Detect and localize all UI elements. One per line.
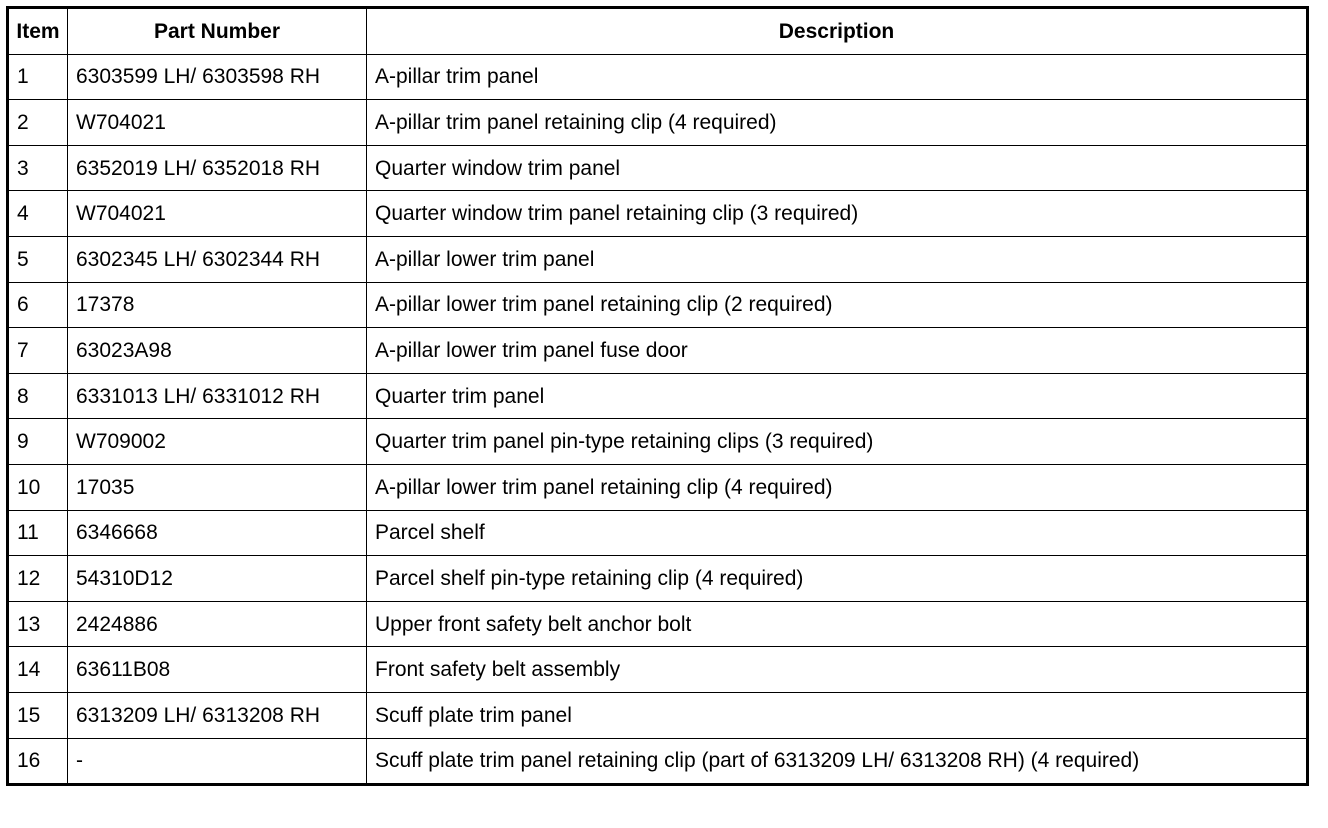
- table-row: [8, 419, 1308, 465]
- part-number-cell: 2424886: [68, 601, 367, 647]
- description-cell: Quarter window trim panel: [367, 145, 1308, 191]
- item-cell: 3: [8, 145, 68, 191]
- description-cell: A-pillar lower trim panel: [367, 236, 1308, 282]
- table-row: [8, 464, 1308, 510]
- part-number-cell: 63611B08: [68, 647, 367, 693]
- part-number-cell: 6352019 LH/ 6352018 RH: [68, 145, 367, 191]
- description-cell: A-pillar trim panel retaining clip (4 required): [367, 100, 1308, 146]
- header-description: Description: [367, 8, 1308, 55]
- table-row: [8, 510, 1308, 556]
- table-row: [8, 692, 1308, 738]
- table-row: [8, 373, 1308, 419]
- part-number-cell: 6346668: [68, 510, 367, 556]
- description-cell: A-pillar lower trim panel fuse door: [367, 328, 1308, 374]
- part-number-cell: 6331013 LH/ 6331012 RH: [68, 373, 367, 419]
- item-cell: 2: [8, 100, 68, 146]
- table-row: [8, 601, 1308, 647]
- item-cell: 7: [8, 328, 68, 374]
- description-cell: A-pillar lower trim panel retaining clip (4 required): [367, 464, 1308, 510]
- part-number-cell: W704021: [68, 191, 367, 237]
- description-cell: A-pillar lower trim panel retaining clip (2 required): [367, 282, 1308, 328]
- description-cell: A-pillar trim panel: [367, 54, 1308, 100]
- table-row: [8, 145, 1308, 191]
- item-cell: 10: [8, 464, 68, 510]
- header-item: Item: [8, 8, 68, 55]
- description-cell: Quarter trim panel: [367, 373, 1308, 419]
- description-cell: Scuff plate trim panel retaining clip (part of 6313209 LH/ 6313208 RH) (4 required): [367, 738, 1308, 785]
- description-cell: Quarter window trim panel retaining clip (3 required): [367, 191, 1308, 237]
- table-body: [8, 54, 1308, 785]
- table-row: [8, 236, 1308, 282]
- item-cell: 13: [8, 601, 68, 647]
- item-cell: 1: [8, 54, 68, 100]
- item-cell: 4: [8, 191, 68, 237]
- description-cell: Front safety belt assembly: [367, 647, 1308, 693]
- part-number-cell: 6302345 LH/ 6302344 RH: [68, 236, 367, 282]
- part-number-cell: 17035: [68, 464, 367, 510]
- item-cell: 5: [8, 236, 68, 282]
- part-number-cell: 63023A98: [68, 328, 367, 374]
- table-row: [8, 282, 1308, 328]
- part-number-cell: 6313209 LH/ 6313208 RH: [68, 692, 367, 738]
- description-cell: Parcel shelf: [367, 510, 1308, 556]
- description-cell: Scuff plate trim panel: [367, 692, 1308, 738]
- part-number-cell: 17378: [68, 282, 367, 328]
- table-row: [8, 556, 1308, 602]
- table-row: [8, 191, 1308, 237]
- part-number-cell: 54310D12: [68, 556, 367, 602]
- description-cell: Parcel shelf pin-type retaining clip (4 required): [367, 556, 1308, 602]
- part-number-cell: W704021: [68, 100, 367, 146]
- table-row: [8, 54, 1308, 100]
- table-row: [8, 738, 1308, 785]
- table-row: [8, 328, 1308, 374]
- item-cell: 15: [8, 692, 68, 738]
- item-cell: 12: [8, 556, 68, 602]
- description-cell: Upper front safety belt anchor bolt: [367, 601, 1308, 647]
- table-row: [8, 100, 1308, 146]
- item-cell: 8: [8, 373, 68, 419]
- table-row: [8, 647, 1308, 693]
- part-number-cell: -: [68, 738, 367, 785]
- item-cell: 14: [8, 647, 68, 693]
- part-number-cell: 6303599 LH/ 6303598 RH: [68, 54, 367, 100]
- item-cell: 16: [8, 738, 68, 785]
- parts-table: [6, 6, 1309, 786]
- header-part-number: Part Number: [68, 8, 367, 55]
- description-cell: Quarter trim panel pin-type retaining clips (3 required): [367, 419, 1308, 465]
- item-cell: 6: [8, 282, 68, 328]
- part-number-cell: W709002: [68, 419, 367, 465]
- item-cell: 11: [8, 510, 68, 556]
- item-cell: 9: [8, 419, 68, 465]
- header-row: [8, 8, 1308, 55]
